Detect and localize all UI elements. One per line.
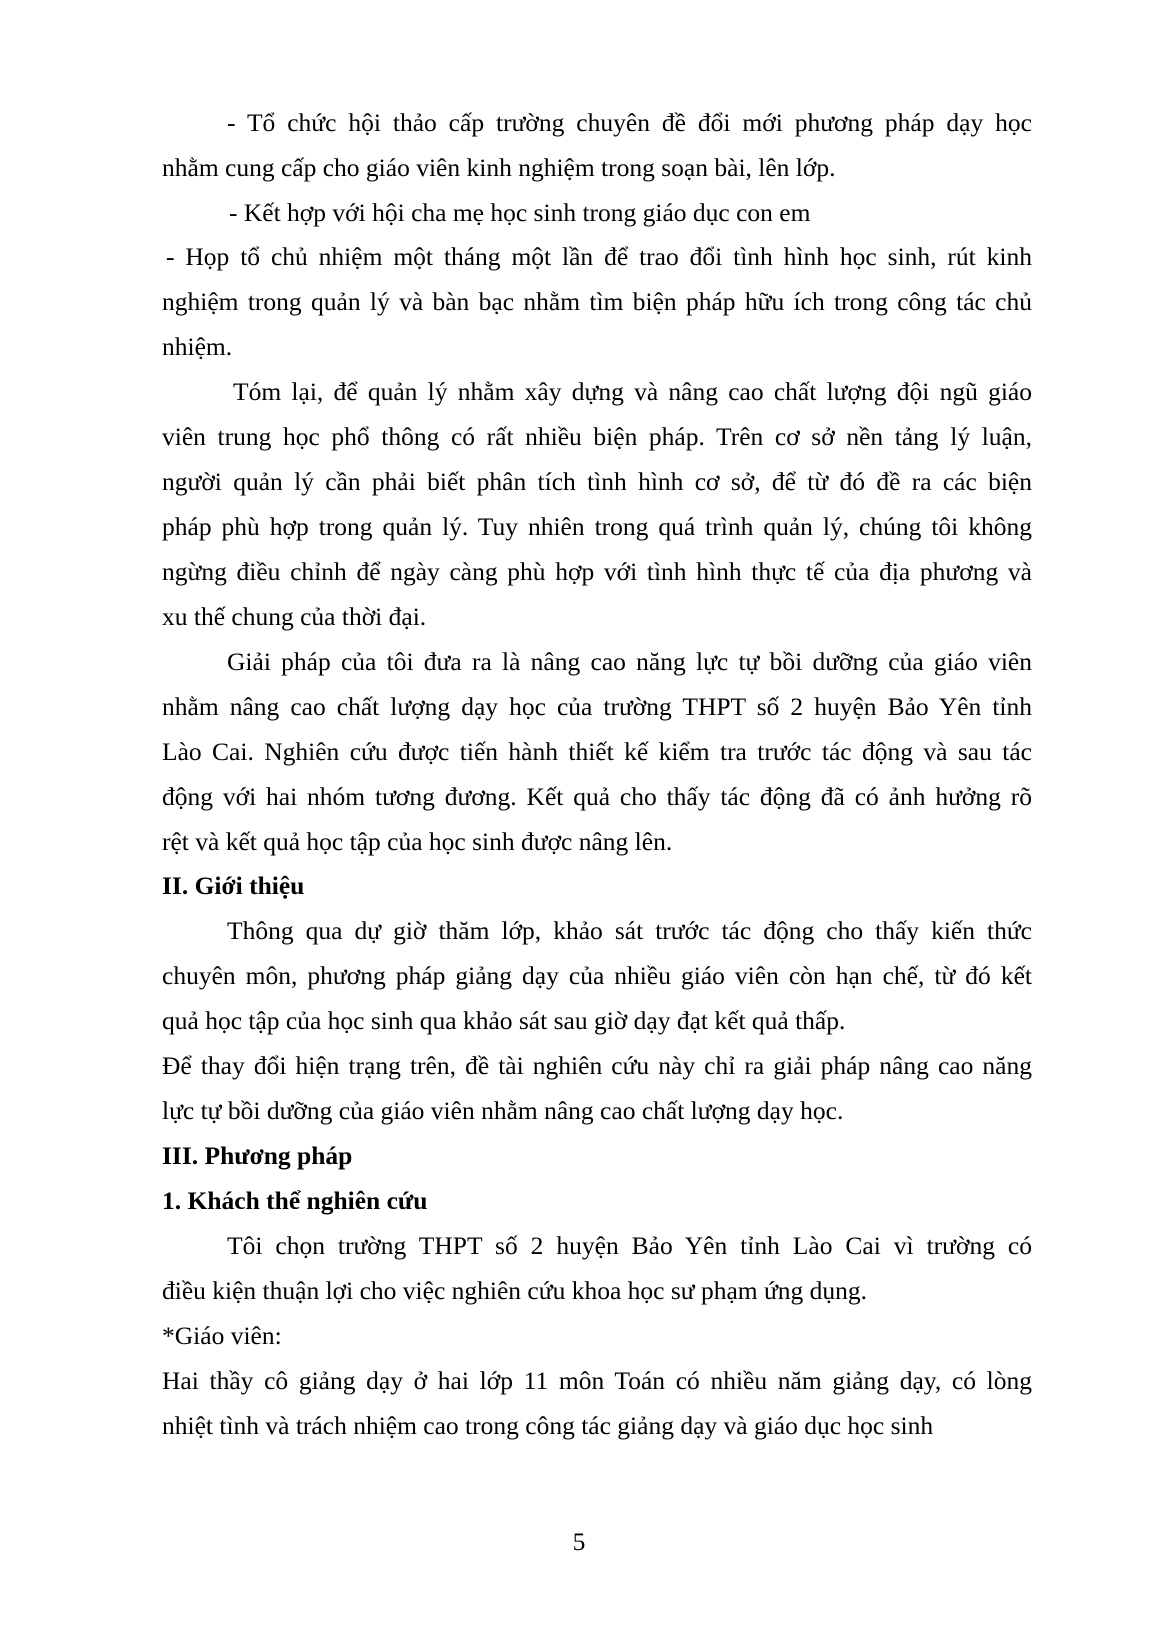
- text-line: động với hai nhóm tương đương. Kết quả cho thấy tác động đã có ảnh hưởng rõ: [162, 782, 1032, 811]
- text-line: Tôi chọn trường THPT số 2 huyện Bảo Yên tỉnh Lào Cai vì trường có: [227, 1231, 1032, 1260]
- text-line: - Kết hợp với hội cha mẹ học sinh trong giáo dục con em: [229, 198, 811, 227]
- text-line: chuyên môn, phương pháp giảng dạy của nhiều giáo viên còn hạn chế, từ đó kết: [162, 961, 1032, 990]
- section-heading: III. Phương pháp: [162, 1141, 353, 1170]
- text-line: Hai thầy cô giảng dạy ở hai lớp 11 môn Toán có nhiều năm giảng dạy, có lòng: [162, 1366, 1032, 1395]
- text-line: Giải pháp của tôi đưa ra là nâng cao năng lực tự bồi dưỡng của giáo viên: [227, 647, 1032, 676]
- text-line: - Họp tổ chủ nhiệm một tháng một lần để trao đổi tình hình học sinh, rút kinh: [166, 242, 1032, 271]
- text-line: nghiệm trong quản lý và bàn bạc nhằm tìm biện pháp hữu ích trong công tác chủ: [162, 287, 1032, 316]
- text-line: Tóm lại, để quản lý nhằm xây dựng và nâng cao chất lượng đội ngũ giáo: [233, 377, 1032, 406]
- text-line: xu thế chung của thời đại.: [162, 602, 427, 631]
- text-line: quả học tập của học sinh qua khảo sát sau giờ dạy đạt kết quả thấp.: [162, 1006, 846, 1035]
- subsection-heading: 1. Khách thể nghiên cứu: [162, 1186, 428, 1215]
- text-line: nhằm cung cấp cho giáo viên kinh nghiệm trong soạn bài, lên lớp.: [162, 153, 836, 182]
- text-line: Để thay đổi hiện trạng trên, đề tài nghiên cứu này chỉ ra giải pháp nâng cao năng: [162, 1051, 1032, 1080]
- text-line: nhiệt tình và trách nhiệm cao trong công tác giảng dạy và giáo dục học sinh: [162, 1411, 934, 1440]
- text-line: nhiệm.: [162, 332, 233, 361]
- text-line: Thông qua dự giờ thăm lớp, khảo sát trước tác động cho thấy kiến thức: [227, 916, 1032, 945]
- text-line: - Tổ chức hội thảo cấp trường chuyên đề đổi mới phương pháp dạy học: [227, 108, 1032, 137]
- text-line: điều kiện thuận lợi cho việc nghiên cứu khoa học sư phạm ứng dụng.: [162, 1276, 868, 1305]
- text-line: *Giáo viên:: [162, 1321, 282, 1350]
- text-line: ngừng điều chỉnh để ngày càng phù hợp với tình hình thực tế của địa phương và: [162, 557, 1032, 586]
- text-line: viên trung học phổ thông có rất nhiều biện pháp. Trên cơ sở nền tảng lý luận,: [162, 422, 1032, 451]
- section-heading: II. Giới thiệu: [162, 871, 305, 900]
- text-line: rệt và kết quả học tập của học sinh được nâng lên.: [162, 827, 673, 856]
- page-number: 5: [572, 1527, 586, 1556]
- text-line: lực tự bồi dưỡng của giáo viên nhằm nâng cao chất lượng dạy học.: [162, 1096, 844, 1125]
- text-line: nhằm nâng cao chất lượng dạy học của trường THPT số 2 huyện Bảo Yên tỉnh: [162, 692, 1032, 721]
- text-line: Lào Cai. Nghiên cứu được tiến hành thiết kế kiểm tra trước tác động và sau tác: [162, 737, 1032, 766]
- text-line: người quản lý cần phải biết phân tích tình hình cơ sở, để từ đó đề ra các biện: [162, 467, 1032, 496]
- text-line: pháp phù hợp trong quản lý. Tuy nhiên trong quá trình quản lý, chúng tôi không: [162, 512, 1032, 541]
